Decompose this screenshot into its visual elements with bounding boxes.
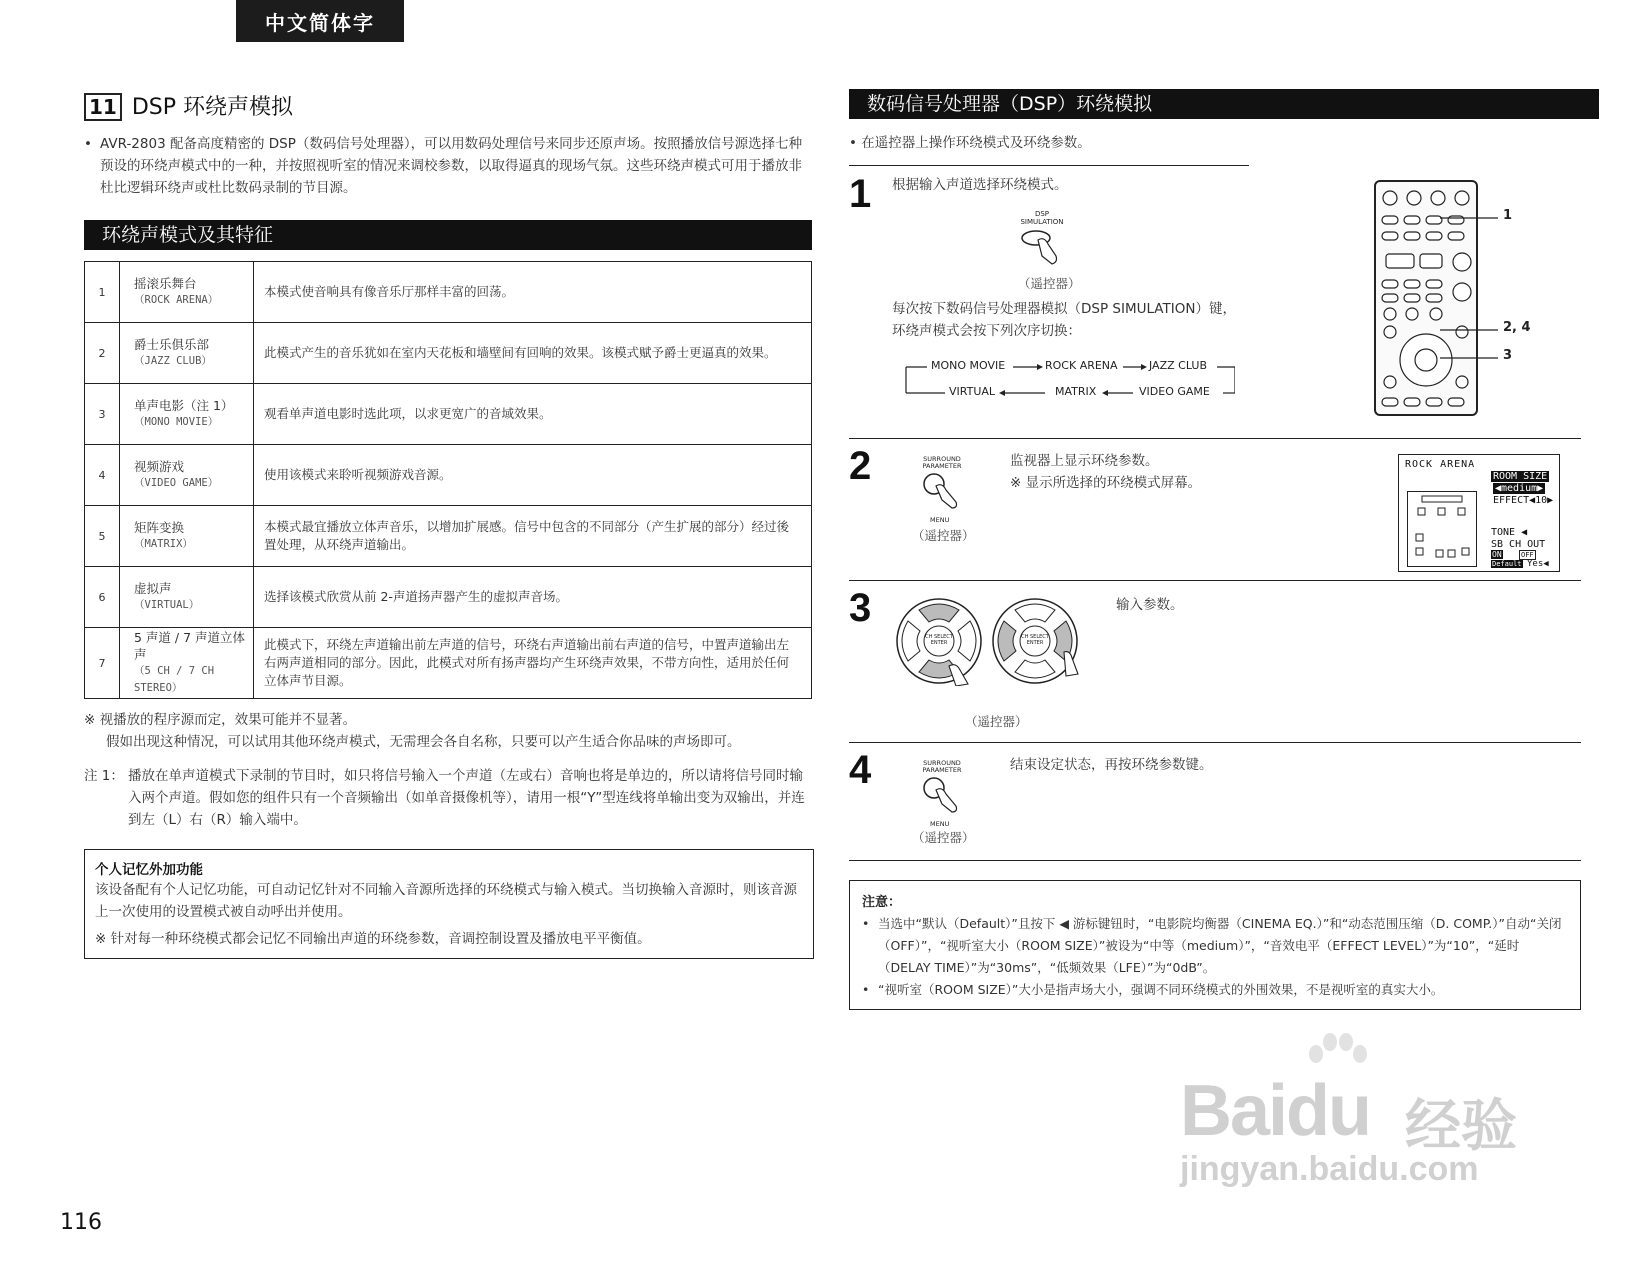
mode-description: 选择该模式欣赏从前 2-声道扬声器产生的虚拟声音场。: [254, 567, 812, 628]
mode-name: 5 声道 / 7 声道立体声: [134, 630, 246, 662]
finger-press-icon: [912, 470, 972, 510]
cycle-rock-arena: ROCK ARENA: [1045, 359, 1118, 372]
note-1-label: 注 1：: [84, 768, 124, 784]
step-1-text: 根据输入声道选择环绕模式。: [892, 177, 1068, 193]
section-heading: [84, 90, 293, 121]
finger-press-icon: [912, 774, 972, 814]
divider: [849, 580, 1581, 581]
osd-default: Default: [1492, 560, 1522, 568]
mode-name: 单声电影（注 1）: [134, 398, 234, 413]
mode-name-en: （5 CH / 7 CH STEREO）: [134, 665, 215, 694]
divider: [849, 742, 1581, 743]
surround-parameter-button[interactable]: [912, 456, 972, 526]
step-2-text2: ※ 显示所选择的环绕模式屏幕。: [1010, 475, 1202, 491]
dsp-intro: • 在遥控器上操作环绕模式及环绕参数。: [849, 135, 1091, 151]
step-1-text2: 每次按下数码信号处理器模拟（DSP SIMULATION）键，: [892, 301, 1236, 317]
mode-number: 5: [85, 506, 120, 567]
callout-lines: [1440, 200, 1500, 370]
note-mark-line2: 假如出现这种情况，可以试用其他环绕声模式，无需理会各自名称，只要可以产生适合你品味的声场即可。: [106, 734, 741, 750]
speaker-layout-icon: [1408, 492, 1476, 566]
parameter-label: PARAMETER: [922, 462, 962, 470]
divider: [849, 438, 1581, 439]
mode-name-en: （ROCK ARENA）: [134, 294, 219, 306]
mode-number: 4: [85, 445, 120, 506]
enter-label: ENTER: [930, 640, 948, 646]
mode-name-cell: [120, 506, 254, 567]
table-row: [85, 323, 812, 384]
callout-2-4: 2, 4: [1503, 320, 1531, 335]
note-mark-line1: ※ 视播放的程序源而定，效果可能并不显著。: [84, 712, 357, 728]
callout-3: 3: [1503, 348, 1513, 363]
note-mark: [84, 709, 814, 753]
divider: [849, 860, 1581, 861]
baidu-watermark: [1180, 1030, 1580, 1188]
step-4-text: 结束设定状态，再按环绕参数键。: [1010, 757, 1213, 773]
mode-name: 摇滚乐舞台: [134, 276, 197, 291]
surround-label: SURROUND: [923, 759, 961, 767]
mode-name-cell: [120, 323, 254, 384]
modes-title: 环绕声模式及其特征: [84, 220, 812, 250]
table-row: [85, 262, 812, 323]
simulation-label: SIMULATION: [1020, 218, 1064, 226]
ch-select-label: CH SELECT: [1021, 634, 1049, 640]
cycle-virtual: VIRTUAL: [949, 385, 996, 398]
ch-select-label: CH SELECT: [925, 634, 953, 640]
surround-parameter-button[interactable]: [912, 760, 972, 830]
mode-number: 3: [85, 384, 120, 445]
osd-tone: TONE ◀: [1491, 527, 1528, 538]
step-4-number: 4: [849, 748, 872, 792]
dsp-label: DSP: [1034, 210, 1050, 218]
table-row: [85, 506, 812, 567]
osd-room-size-value: ◀medium▶: [1495, 483, 1544, 494]
mode-number: 7: [85, 628, 120, 699]
step-3-text: 输入参数。: [1116, 597, 1184, 613]
step-1-caption: （遥控器）: [1018, 276, 1081, 291]
osd-room-diagram: [1407, 491, 1477, 567]
mode-name-en: （JAZZ CLUB）: [134, 355, 212, 367]
cycle-matrix: MATRIX: [1055, 385, 1097, 398]
language-tab: 中文简体字: [236, 0, 404, 42]
note-item-1-text: 当选中“默认（Default）”且按下 ◀ 游标键钮时，“电影院均衡器（CINEMA EQ.）”和“动态范围压缩（D. COMP.）”自动“关闭（OFF）”，“视听室大小（ROOM SIZE）”被设为“中等（medium）”，“音效电平（EFFECT LEVEL）”为“10”，“延时（DELAY TIME）”为“30ms”，“低频效果（LFE）”为“0dB”。: [878, 916, 1562, 975]
osd-screen: [1398, 454, 1560, 572]
step-2-caption: （遥控器）: [912, 528, 975, 543]
step-2-number: 2: [849, 444, 872, 488]
mode-name-cell: [120, 384, 254, 445]
mode-name: 爵士乐俱乐部: [134, 337, 210, 352]
notes-box: [849, 880, 1581, 1010]
mode-name: 视频游戏: [134, 459, 185, 474]
mode-description: 此模式产生的音乐犹如在室内天花板和墙壁间有回响的效果。该模式赋予爵士更逼真的效果。: [254, 323, 812, 384]
divider: [849, 165, 1249, 166]
step-2-text: 监视器上显示环绕参数。: [1010, 453, 1159, 469]
mode-cycle-diagram: [905, 355, 1235, 405]
osd-off: OFF: [1521, 551, 1534, 559]
dsp-simulation-button[interactable]: [1012, 210, 1072, 260]
note-item-2: • “视听室（ROOM SIZE）”大小是指声场大小，强调不同环绕模式的外围效果，不是视听室的真实大小。: [862, 979, 1568, 1001]
note-1-text: 播放在单声道模式下录制的节目时，如只将信号输入一个声道（左或右）音响也将是单边的，所以请将信号同时输入两个声道。假如您的组件只有一个音频输出（如单音摄像机等），请用一根“Y”型连线将单输出变为双输出，并连到左（L）右（R）输入端中。: [128, 768, 805, 828]
osd-sb-ch-out: SB CH OUT: [1491, 539, 1546, 550]
parameter-label: PARAMETER: [922, 766, 962, 774]
mode-name: 虚拟声: [134, 581, 172, 596]
osd-effect: EFFECT◀10▶: [1493, 495, 1554, 506]
cycle-mono-movie: MONO MOVIE: [931, 359, 1006, 372]
mode-name-en: （MONO MOVIE）: [134, 416, 219, 428]
table-row: [85, 384, 812, 445]
mode-name-en: （VIDEO GAME）: [134, 477, 219, 489]
step-4-caption: （遥控器）: [912, 830, 975, 845]
dsp-intro-text: 在遥控器上操作环绕模式及环绕参数。: [861, 135, 1091, 151]
mode-name-en: （MATRIX）: [134, 538, 193, 550]
step-3-number: 3: [849, 586, 872, 630]
intro-text: AVR-2803 配备高度精密的 DSP（数码信号处理器），可以用数码处理信号来同步还原声场。按照播放信号源选择七种预设的环绕声模式中的一种，并按照视听室的情况来调校参数，以取得逼真的现场气氛。这些环绕声模式可用于播放非杜比逻辑环绕声或杜比数码录制的节目源。: [100, 136, 803, 196]
note-item-2-text: “视听室（ROOM SIZE）”大小是指声场大小，强调不同环绕模式的外围效果，不是视听室的真实大小。: [878, 982, 1444, 997]
finger-press-icon: [1012, 226, 1072, 266]
menu-label: MENU: [930, 820, 950, 828]
cursor-pad-right[interactable]: [990, 596, 1080, 686]
watermark-baidu: Baidu: [1180, 1071, 1371, 1151]
note-item-1: • 当选中“默认（Default）”且按下 ◀ 游标键钮时，“电影院均衡器（CINEMA EQ.）”和“动态范围压缩（D. COMP.）”自动“关闭（OFF）”，“视听室大小（ROOM SIZE）”被设为“中等（medium）”，“音效电平（EFFECT LEVEL）”为“10”，“延时（DELAY TIME）”为“30ms”，“低频效果（LFE）”为“0dB”。: [862, 913, 1568, 979]
note-1: [84, 765, 814, 831]
cycle-jazz-club: JAZZ CLUB: [1149, 359, 1208, 372]
dsp-title: 数码信号处理器（DSP）环绕模拟: [849, 89, 1599, 119]
osd-on: ON: [1492, 550, 1502, 559]
surround-label: SURROUND: [923, 455, 961, 463]
cursor-pad-down[interactable]: [894, 596, 984, 686]
mode-name-cell: [120, 628, 254, 699]
mode-name: 矩阵变换: [134, 520, 185, 535]
osd-mode: ROCK ARENA: [1405, 459, 1476, 470]
watermark-url: jingyan.baidu.com: [1180, 1150, 1479, 1188]
notes-title: 注意：: [862, 895, 902, 910]
page-number: 116: [60, 1210, 102, 1235]
intro-paragraph: • AVR-2803 配备高度精密的 DSP（数码信号处理器），可以用数码处理信号来同步还原声场。按照播放信号源选择七种预设的环绕声模式中的一种，并按照视听室的情况来调校参数，以取得逼真的现场气氛。这些环绕声模式可用于播放非杜比逻辑环绕声或杜比数码录制的节目源。: [84, 133, 814, 199]
osd-room-size: ROOM SIZE: [1493, 471, 1548, 482]
memory-title: 个人记忆外加功能: [95, 862, 203, 878]
section-title: DSP 环绕声模拟: [131, 95, 294, 120]
mode-description: 使用该模式来聆听视频游戏音源。: [254, 445, 812, 506]
table-row: [85, 567, 812, 628]
enter-label: ENTER: [1026, 640, 1044, 646]
memory-box: [84, 849, 814, 959]
table-row: [85, 445, 812, 506]
mode-name-cell: [120, 567, 254, 628]
mode-description: 本模式最宜播放立体声音乐，以增加扩展感。信号中包含的不同部分（产生扩展的部分）经过後置处理，从环绕声道输出。: [254, 506, 812, 567]
table-row: [85, 628, 812, 699]
menu-label: MENU: [930, 516, 950, 524]
watermark-jingyan: 经验: [1405, 1094, 1517, 1157]
step-1-text3: 环绕声模式会按下列次序切换：: [892, 323, 1081, 339]
step-1-number: 1: [849, 172, 872, 216]
mode-number: 6: [85, 567, 120, 628]
osd-yes: Yes◀: [1527, 559, 1549, 569]
section-number: 11: [84, 93, 122, 121]
mode-name-cell: [120, 262, 254, 323]
mode-description: 观看单声道电影时选此项，以求更宽广的音域效果。: [254, 384, 812, 445]
mode-description: 此模式下，环绕左声道输出前左声道的信号，环绕右声道输出前右声道的信号，中置声道输出左右两声道相同的部分。因此，此模式对所有扬声器均产生环绕声效果，不带方向性，适用於任何立体声节目源。: [254, 628, 812, 699]
step-3-caption: （遥控器）: [965, 714, 1028, 729]
mode-name-cell: [120, 445, 254, 506]
mode-name-en: （VIRTUAL）: [134, 599, 200, 611]
mode-number: 1: [85, 262, 120, 323]
cycle-video-game: VIDEO GAME: [1139, 385, 1210, 398]
callout-1: 1: [1503, 208, 1513, 223]
memory-note: ※ 针对每一种环绕模式都会记忆不同输出声道的环绕参数，音调控制设置及播放电平平衡值。: [95, 931, 651, 947]
mode-description: 本模式使音响具有像音乐厅那样丰富的回荡。: [254, 262, 812, 323]
modes-table: [84, 261, 812, 699]
mode-number: 2: [85, 323, 120, 384]
memory-text: 该设备配有个人记忆功能，可自动记忆针对不同输入音源所选择的环绕模式与输入模式。当切换输入音源时，则该音源上一次使用的设置模式被自动呼出并使用。: [95, 882, 797, 920]
